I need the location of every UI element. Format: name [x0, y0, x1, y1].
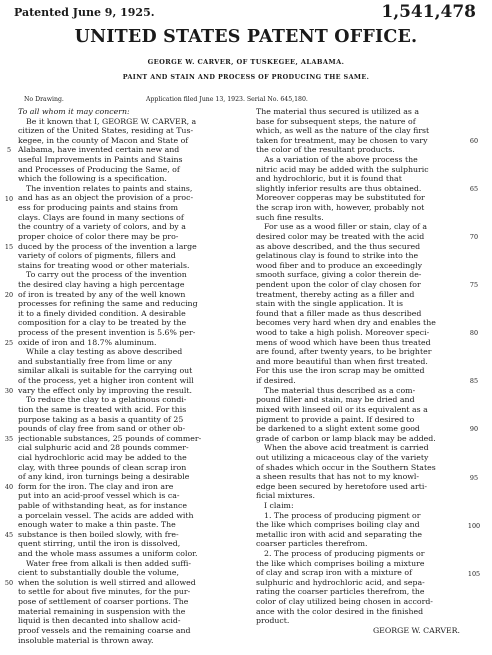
text-line: stains for treating wood or other materials. — [18, 260, 190, 270]
text-line: clays. Clays are found in many sections of — [18, 212, 184, 222]
text-line: treatment, thereby acting as a filler and — [256, 289, 415, 299]
line-number: 10 — [4, 194, 14, 203]
text-line: proper choice of color there may be pro- — [18, 231, 179, 241]
text-line: citizen of the United States, residing at Tus- — [18, 126, 194, 136]
text-line: To carry out the process of the invention — [26, 270, 187, 280]
text-line: similar alkali is suitable for the carrying out — [18, 366, 193, 376]
text-line: pendent upon the color of clay chosen for — [256, 279, 421, 289]
office-title: UNITED STATES PATENT OFFICE. — [74, 27, 418, 47]
text-line: it to a finely divided condition. A desirable — [18, 308, 186, 318]
text-line: vary the effect only by improving the result. — [18, 385, 193, 395]
text-line: pigment to provide a paint. If desired to — [256, 414, 415, 424]
text-line: process of the present invention is 5.6% per- — [18, 328, 196, 338]
line-number: 35 — [4, 435, 14, 444]
signature: GEORGE W. CARVER. — [372, 625, 460, 635]
text-line: stain with the single application. It is — [256, 299, 404, 309]
text-line: Be it known that I, GEORGE W. CARVER, a — [26, 116, 197, 126]
text-line: I claim: — [264, 500, 294, 510]
text-line: metallic iron with acid and separating the — [256, 529, 422, 539]
text-line: and substantially free from lime or any — [18, 356, 173, 366]
patent-number: 1,541,478 — [381, 2, 476, 22]
text-line: useful Improvements in Paints and Stains — [18, 155, 183, 165]
text-line: Water free from alkali is then added suffi- — [26, 558, 192, 568]
text-line: base for subsequent steps, the nature of — [256, 116, 416, 126]
text-line: desired color may be treated with the acid — [256, 231, 425, 241]
text-line: coarser particles therefrom. — [256, 539, 368, 549]
text-line: ess for producing paints and stains from — [18, 203, 179, 213]
text-line: found that a filler made as thus described — [256, 308, 422, 318]
text-line: product. — [256, 616, 290, 626]
right-text-column — [256, 107, 466, 647]
text-line: kegee, in the county of Macon and State of — [18, 135, 189, 145]
patented-date: Patented June 9, 1925. — [14, 6, 155, 19]
text-line: the like which comprises boiling clay and — [256, 520, 420, 530]
text-line: 1. The process of producing pigment or — [264, 510, 421, 520]
text-line: mixed with linseed oil or its equivalent as a — [256, 404, 428, 414]
text-line: of any kind, iron turnings being a desirable — [18, 472, 190, 482]
text-line: the desired clay having a high percentage — [18, 279, 185, 289]
text-line: and Processes of Producing the Same, of — [18, 164, 180, 174]
text-line: pound filler and stain, may be dried and — [256, 395, 415, 405]
application-line: Application filed June 13, 1923. Serial No. 645,180. — [146, 96, 308, 103]
left-text-column — [18, 107, 228, 647]
text-line: proof vessels and the remaining coarse and — [18, 625, 191, 635]
text-line: For use as a wood filler or stain, clay of a — [264, 222, 428, 232]
text-line: While a clay testing as above described — [26, 347, 183, 357]
text-line: The material thus described as a com- — [264, 385, 416, 395]
text-line: material remaining in suspension with the — [18, 606, 186, 616]
text-line: and has as an object the provision of a proc- — [18, 193, 194, 203]
text-line: of the process, yet a higher iron content will — [18, 376, 194, 386]
line-number: 100 — [467, 521, 481, 530]
text-line: which the following is a specification. — [18, 174, 167, 184]
text-line: gelatinous clay is found to strike into the — [256, 251, 419, 261]
text-line: if desired. — [256, 376, 296, 386]
text-line: insoluble material is thrown away. — [18, 635, 154, 645]
text-line: the color of the resultant products. — [256, 145, 395, 155]
text-line: which, as well as the nature of the clay first — [256, 126, 430, 136]
text-line: cial hydrochloric acid may be added to the — [18, 452, 187, 462]
text-line: clay, with three pounds of clean scrap iron — [18, 462, 187, 472]
text-line: a sheen results that has not to my knowl- — [256, 472, 420, 482]
text-line: When the above acid treatment is carried — [264, 443, 429, 453]
text-line: when the solution is well stirred and allowed — [18, 577, 196, 587]
line-number: 15 — [4, 242, 14, 251]
text-line: liquid is then decanted into shallow acid- — [18, 616, 181, 626]
text-line: edge been secured by heretofore used arti- — [256, 481, 428, 491]
line-number: 65 — [469, 184, 479, 193]
invention-title: PAINT AND STAIN AND PROCESS OF PRODUCING THE SAME. — [122, 73, 370, 81]
text-line: quent stirring, until the iron is dissolved, — [18, 539, 181, 549]
line-number: 85 — [469, 377, 479, 386]
text-line: mens of wood which have been thus treated — [256, 337, 431, 347]
text-line: To all whom it may concern: — [18, 107, 130, 116]
line-number: 40 — [4, 483, 14, 492]
line-number: 75 — [469, 281, 479, 290]
text-line: wood to take a high polish. Moreover speci- — [256, 328, 430, 338]
text-line: sulphuric and hydrochloric acid, and sepa- — [256, 577, 425, 587]
text-line: oxide of iron and 18.7% aluminum. — [18, 337, 157, 347]
text-line: smooth surface, giving a color therein de- — [256, 270, 422, 280]
text-line: cial sulphuric acid and 28 pounds commer- — [18, 443, 189, 453]
text-line: processes for refining the same and reducing — [18, 299, 198, 309]
text-line: duced by the process of the invention a large — [18, 241, 197, 251]
text-line: As a variation of the above process the — [264, 155, 418, 165]
text-line: and the whole mass assumes a uniform color. — [18, 549, 198, 559]
line-number: 20 — [4, 290, 14, 299]
line-number: 95 — [469, 473, 479, 482]
line-number: 60 — [469, 136, 479, 145]
text-line: The invention relates to paints and stains, — [26, 183, 193, 193]
text-line: slightly inferior results are thus obtained. — [256, 183, 422, 193]
no-drawing-note: No Drawing. — [24, 96, 64, 103]
text-line: tion the same is treated with acid. For this — [18, 404, 187, 414]
text-line: enough water to make a thin paste. The — [18, 520, 176, 530]
text-line: Alabama, have invented certain new and — [18, 145, 180, 155]
text-line: pose of settlement of coarser portions. The — [18, 597, 189, 607]
line-number: 5 — [6, 146, 12, 155]
text-line: purpose taking as a basis a quantity of 25 — [18, 414, 184, 424]
line-number: 90 — [469, 425, 479, 434]
text-line: ficial mixtures. — [256, 491, 315, 501]
text-line: to settle for about five minutes, for the pur- — [18, 587, 191, 597]
text-line: variety of colors of pigments, fillers and — [18, 251, 176, 261]
text-line: ance with the color desired in the finished — [256, 606, 424, 616]
text-line: The material thus secured is utilized as a — [256, 107, 419, 116]
text-line: the scrap iron with, however, probably not — [256, 203, 425, 213]
text-line: color of clay utilized being chosen in accord- — [256, 597, 433, 607]
line-number: 105 — [467, 569, 481, 578]
text-line: rating the coarser particles therefrom, the — [256, 587, 425, 597]
text-line: of shades which occur in the Southern States — [256, 462, 436, 472]
text-line: jectionable substances, 25 pounds of commer- — [18, 433, 202, 443]
text-line: Moreover copperas may be substituted for — [256, 193, 425, 203]
text-line: form for the iron. The clay and iron are — [18, 481, 174, 491]
text-line: out utilizing a micaceous clay of the variety — [256, 452, 429, 462]
text-line: becomes very hard when dry and enables the — [256, 318, 436, 328]
text-line: a porcelain vessel. The acids are added with — [18, 510, 194, 520]
text-line: wood fiber and to produce an exceedingly — [256, 260, 423, 270]
line-number: 70 — [469, 233, 479, 242]
text-line: be darkened to a slight extent some good — [256, 424, 420, 434]
text-line: substance is then boiled slowly, with fre- — [18, 529, 179, 539]
text-line: pounds of clay free from sand or other ob- — [18, 424, 186, 434]
text-line: To reduce the clay to a gelatinous condi- — [26, 395, 187, 405]
text-line: of clay and scrap iron with a mixture of — [256, 568, 412, 578]
text-line: cient to substantially double the volume, — [18, 568, 180, 578]
text-line: and more beautiful than when first treated. — [256, 356, 428, 366]
line-number: 45 — [4, 531, 14, 540]
text-line: nitric acid may be added with the sulphuric — [256, 164, 429, 174]
text-line: 2. The process of producing pigments or — [264, 549, 425, 559]
text-line: grade of carbon or lamp black may be added. — [256, 433, 436, 443]
inventor-line: GEORGE W. CARVER, OF TUSKEGEE, ALABAMA. — [147, 58, 345, 66]
text-line: such fine results. — [256, 212, 324, 222]
text-line: composition for a clay to be treated by the — [18, 318, 187, 328]
text-line: taken for treatment, may be chosen to vary — [256, 135, 428, 145]
line-number: 80 — [469, 329, 479, 338]
line-number: 25 — [4, 338, 14, 347]
line-number: 30 — [4, 386, 14, 395]
text-line: pable of withstanding heat, as for instance — [18, 500, 187, 510]
text-line: put into an acid-proof vessel which is ca- — [18, 491, 180, 501]
text-line: the like which comprises boiling a mixture — [256, 558, 425, 568]
line-number: 50 — [4, 579, 14, 588]
text-line: of iron is treated by any of the well known — [18, 289, 186, 299]
text-line: For this use the iron scrap may be omitted — [256, 366, 425, 376]
text-line: the country of a variety of colors, and by a — [18, 222, 186, 232]
text-line: are found, after twenty years, to be brighter — [256, 347, 432, 357]
text-line: as above described, and the thus secured — [256, 241, 421, 251]
text-line: and hydrochloric, but it is found that — [256, 174, 402, 184]
